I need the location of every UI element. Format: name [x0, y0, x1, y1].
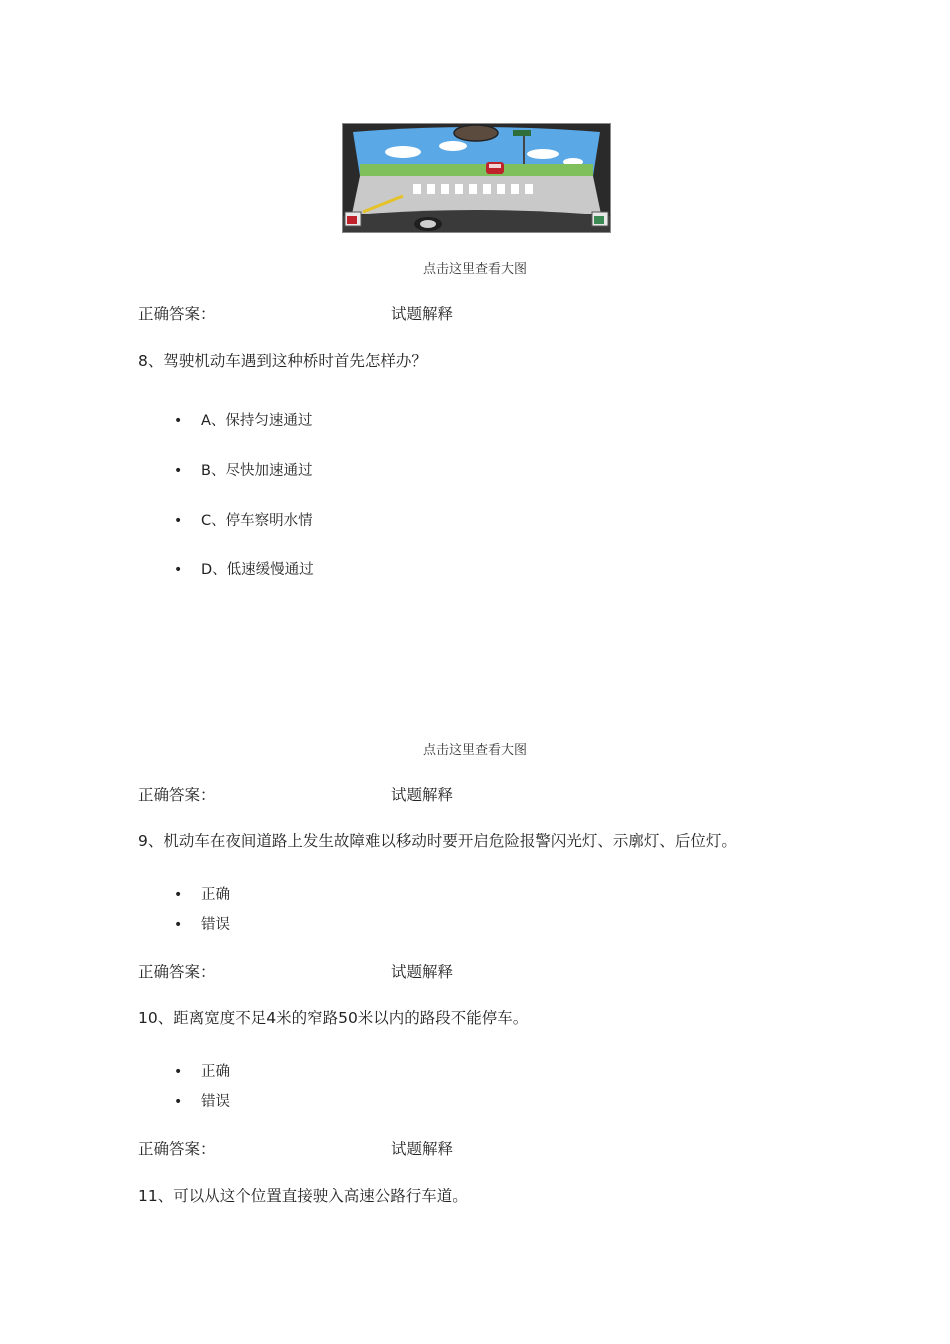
answer-row [138, 783, 454, 805]
bullet-icon: • [174, 917, 183, 933]
view-large-image-link[interactable]: 点击这里查看大图 [422, 743, 527, 758]
option-false[interactable] [174, 913, 230, 934]
explanation-link[interactable]: 试题解释 [391, 1140, 454, 1158]
option-label: 正确 [201, 1064, 230, 1080]
option-b[interactable] [174, 459, 312, 480]
explanation-link[interactable]: 试题解释 [391, 305, 454, 323]
option-true[interactable] [174, 1060, 230, 1081]
option-label: C、停车察明水情 [201, 513, 313, 529]
option-label: B、尽快加速通过 [201, 463, 313, 479]
explanation-link[interactable]: 试题解释 [391, 963, 454, 981]
correct-answer-label: 正确答案： [138, 963, 216, 981]
option-label: A、保持匀速通过 [201, 413, 313, 429]
bullet-icon: • [174, 413, 183, 429]
windshield-scene-icon [343, 124, 610, 232]
answer-row [138, 960, 454, 982]
option-a[interactable] [174, 409, 312, 430]
option-label: D、低速缓慢通过 [201, 562, 314, 578]
question-9-text: 9、机动车在夜间道路上发生故障难以移动时要开启危险报警闪光灯、示廓灯、后位灯。 [138, 832, 737, 850]
option-label: 错误 [201, 1094, 230, 1110]
bullet-icon: • [174, 1064, 183, 1080]
correct-answer-label: 正确答案： [138, 1140, 216, 1158]
bullet-icon: • [174, 887, 183, 903]
question-8-text: 8、驾驶机动车遇到这种桥时首先怎样办？ [138, 352, 427, 370]
bullet-icon: • [174, 513, 183, 529]
question-11-text: 11、可以从这个位置直接驶入高速公路行车道。 [138, 1187, 468, 1205]
option-d[interactable] [174, 558, 314, 579]
bullet-icon: • [174, 463, 183, 479]
answer-row [138, 1137, 454, 1159]
bullet-icon: • [174, 1094, 183, 1110]
question-image-windshield[interactable] [342, 123, 611, 233]
correct-answer-label: 正确答案： [138, 786, 216, 804]
option-label: 错误 [201, 917, 230, 933]
option-c[interactable] [174, 509, 313, 530]
explanation-link[interactable]: 试题解释 [391, 786, 454, 804]
correct-answer-label: 正确答案： [138, 305, 216, 323]
question-10-text: 10、距离宽度不足4米的窄路50米以内的路段不能停车。 [138, 1009, 529, 1027]
answer-row [138, 302, 454, 324]
view-large-image-link[interactable]: 点击这里查看大图 [422, 262, 527, 277]
option-false[interactable] [174, 1090, 230, 1111]
option-true[interactable] [174, 883, 230, 904]
option-label: 正确 [201, 887, 230, 903]
bullet-icon: • [174, 562, 183, 578]
